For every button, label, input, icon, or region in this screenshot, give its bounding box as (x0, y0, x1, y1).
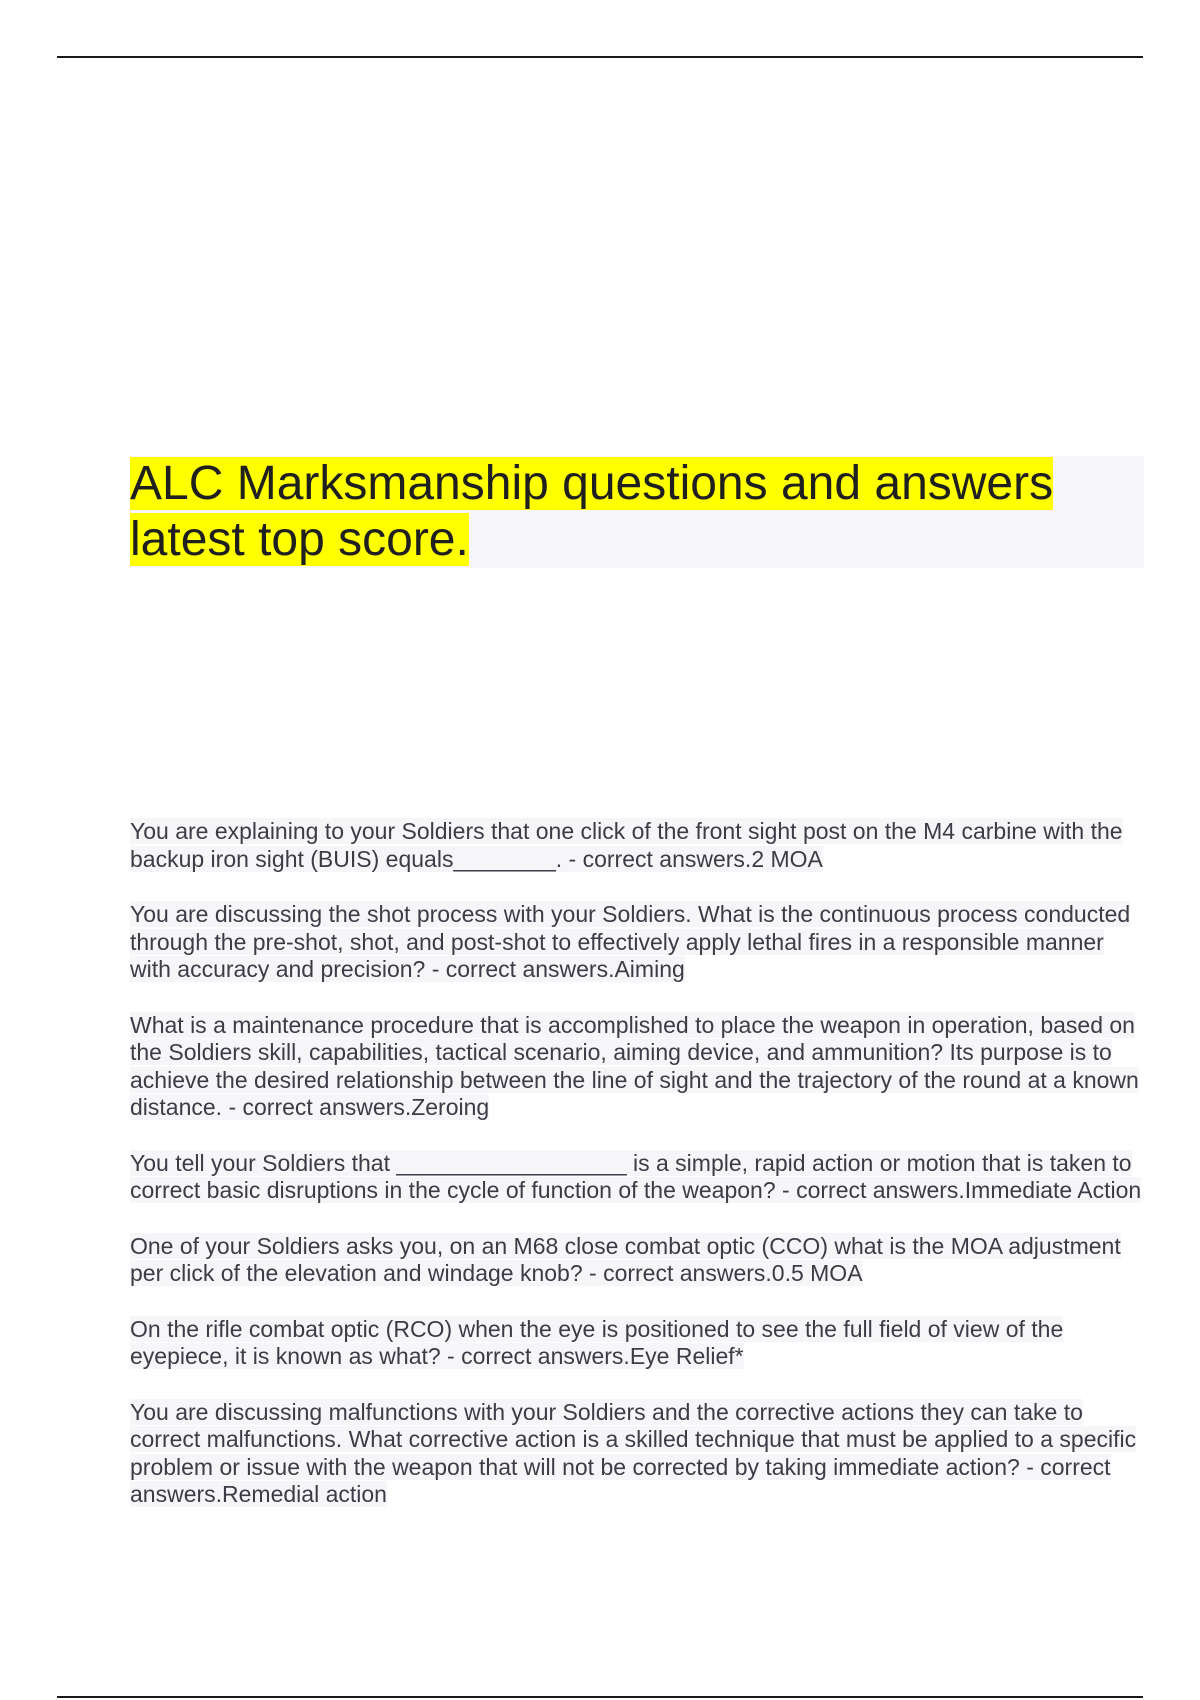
qa-item-text: One of your Soldiers asks you, on an M68 close combat optic (CCO) what is the MOA adjustment per click of the elevation and windage knob? - correct answers.0.5 MOA (130, 1232, 1121, 1286)
qa-item-text: What is a maintenance procedure that is accomplished to place the weapon in operation, based on the Soldiers skill, capabilities, tactical scenario, aiming device, and ammunition? Its purpose is to achieve the desired relationship between the line of sight and the trajectory of the round at a known distance. - correct answers.Zeroing (130, 1011, 1139, 1120)
qa-item (130, 1233, 1144, 1288)
header-rule (57, 56, 1143, 58)
qa-item-text: On the rifle combat optic (RCO) when the eye is positioned to see the full field of view of the eyepiece, it is known as what? - correct answers.Eye Relief* (130, 1315, 1064, 1369)
title-block (130, 456, 1144, 568)
footer-rule (57, 1696, 1143, 1698)
qa-item-text: You tell your Soldiers that __________________ is a simple, rapid action or motion that is taken to correct basic disruptions in the cycle of function of the weapon? - correct answers.Immediate Action (130, 1149, 1142, 1203)
qa-item (130, 1399, 1144, 1509)
qa-item-text: You are explaining to your Soldiers that one click of the front sight post on the M4 carbine with the backup iron sight (BUIS) equals________. - correct answers.2 MOA (130, 818, 1123, 872)
document-title-text: ALC Marksmanship questions and answers latest top score. (130, 457, 1054, 566)
qa-item (130, 818, 1144, 873)
qa-item-text: You are discussing the shot process with your Soldiers. What is the continuous process conducted through the pre-shot, shot, and post-shot to effectively apply lethal fires in a responsible manner with accuracy and precision? - correct answers.Aiming (130, 901, 1131, 982)
qa-item (130, 1150, 1144, 1205)
document-title (130, 456, 1090, 568)
qa-item (130, 1316, 1144, 1371)
qa-list (130, 818, 1144, 1537)
qa-item-text: You are discussing malfunctions with your Soldiers and the corrective actions they can take to correct malfunctions. What corrective action is a skilled technique that must be applied to a specific problem or issue with the weapon that will not be corrected by taking immediate action? - correct answers.Remedial action (130, 1398, 1137, 1507)
qa-item (130, 1012, 1144, 1122)
qa-item (130, 901, 1144, 984)
